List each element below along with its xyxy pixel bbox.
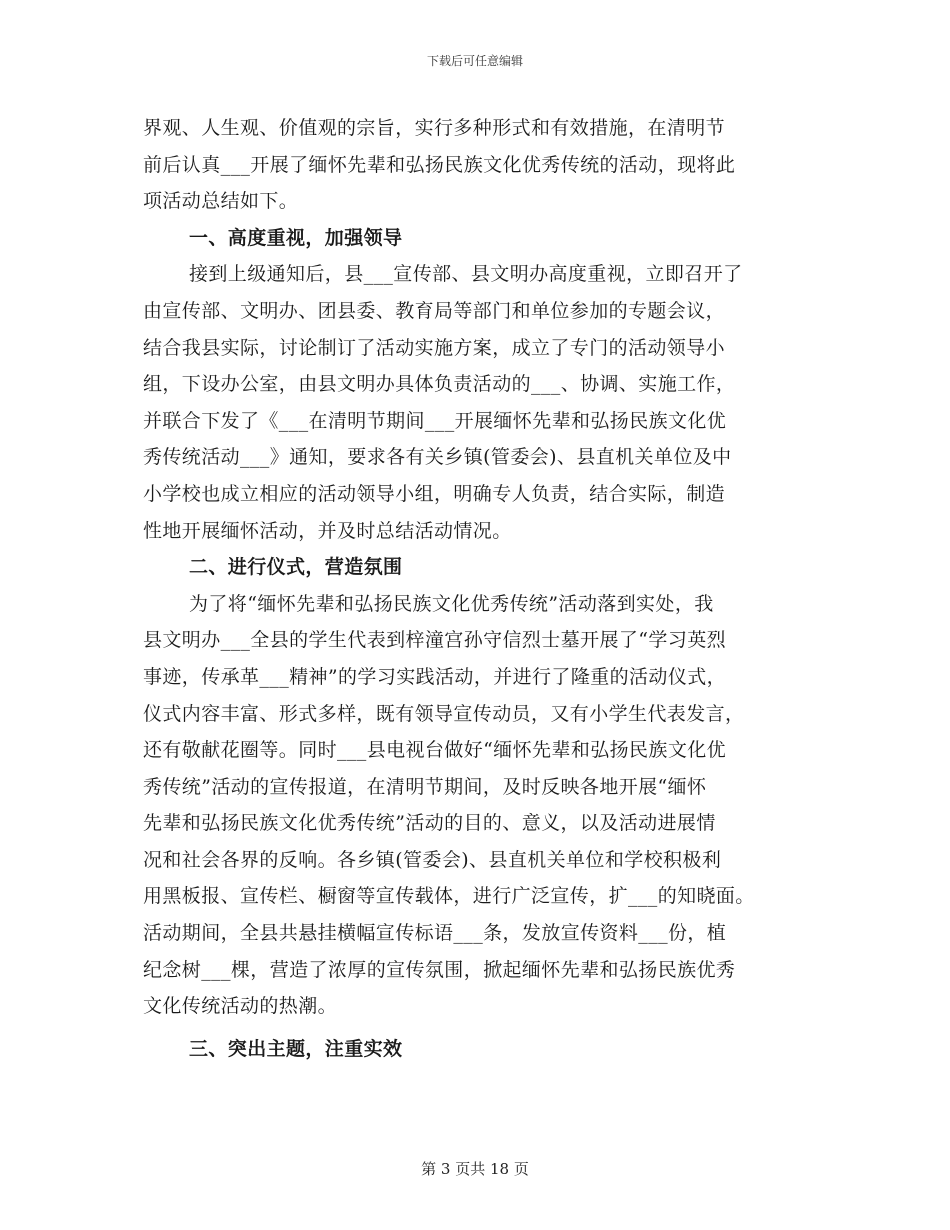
paragraph-line: 为了将“缅怀先辈和弘扬民族文化优秀传统”活动落到实处，我 bbox=[189, 592, 714, 615]
paragraph-line: 还有敬献花圈等。同时___县电视台做好“缅怀先辈和弘扬民族文化优 bbox=[143, 739, 727, 762]
paragraph-line: 界观、人生观、价值观的宗旨，实行多种形式和有效措施，在清明节 bbox=[143, 117, 726, 139]
paragraph-line: 小学校也成立相应的活动领导小组，明确专人负责，结合实际，制造 bbox=[143, 482, 726, 505]
document-body bbox=[143, 110, 823, 1067]
paragraph-line: 活动期间，全县共悬挂横幅宣传标语___条，发放宣传资料___份，植 bbox=[143, 922, 727, 945]
page-header-note: 下载后可任意编辑 bbox=[426, 54, 523, 68]
paragraph-line: 组，下设办公室，由县文明办具体负责活动的___、协调、实施工作， bbox=[143, 373, 736, 396]
section-heading: 二、进行仪式，营造氛围 bbox=[189, 556, 403, 579]
paragraph-line: 性地开展缅怀活动，并及时总结活动情况。 bbox=[143, 519, 512, 542]
paragraph-line: 况和社会各界的反响。各乡镇(管委会)、县直机关单位和学校积极利 bbox=[143, 848, 722, 871]
page-number: 第 3 页共 18 页 bbox=[421, 1160, 529, 1178]
paragraph-line: 用黑板报、宣传栏、橱窗等宣传载体，进行广泛宣传，扩___的知晓面。 bbox=[143, 885, 755, 908]
paragraph-line: 县文明办___全县的学生代表到梓潼宫孙守信烈士墓开展了“学习英烈 bbox=[143, 629, 727, 652]
paragraph-line: 秀传统”活动的宣传报道，在清明节期间，及时反映各地开展“缅怀 bbox=[143, 775, 707, 798]
section-heading: 三、突出主题，注重实效 bbox=[189, 1037, 403, 1060]
paragraph-line: 接到上级通知后，县___宣传部、县文明办高度重视，立即召开了 bbox=[189, 263, 743, 286]
paragraph-line: 先辈和弘扬民族文化优秀传统”活动的目的、意义，以及活动进展情 bbox=[143, 812, 716, 835]
paragraph-line: 由宣传部、文明办、团县委、教育局等部门和单位参加的专题会议， bbox=[143, 299, 726, 322]
paragraph-line: 并联合下发了《___在清明节期间___开展缅怀先辈和弘扬民族文化优 bbox=[143, 409, 727, 432]
paragraph-line: 仪式内容丰富、形式多样，既有领导宣传动员，又有小学生代表发言， bbox=[143, 702, 745, 725]
paragraph-line: 文化传统活动的热潮。 bbox=[143, 995, 338, 1018]
section-heading: 一、高度重视，加强领导 bbox=[189, 226, 403, 249]
paragraph-line: 事迹，传承革___精神”的学习实践活动，并进行了隆重的活动仪式， bbox=[143, 665, 727, 688]
paragraph-line: 项活动总结如下。 bbox=[143, 190, 299, 213]
paragraph-line: 纪念树___棵，营造了浓厚的宣传氛围，掀起缅怀先辈和弘扬民族优秀 bbox=[143, 958, 736, 981]
paragraph-line: 秀传统活动___》通知，要求各有关乡镇(管委会)、县直机关单位及中 bbox=[143, 446, 732, 469]
paragraph-line: 前后认真___开展了缅怀先辈和弘扬民族文化优秀传统的活动，现将此 bbox=[143, 153, 736, 176]
paragraph-line: 结合我县实际，讨论制订了活动实施方案，成立了专门的活动领导小 bbox=[143, 336, 726, 359]
